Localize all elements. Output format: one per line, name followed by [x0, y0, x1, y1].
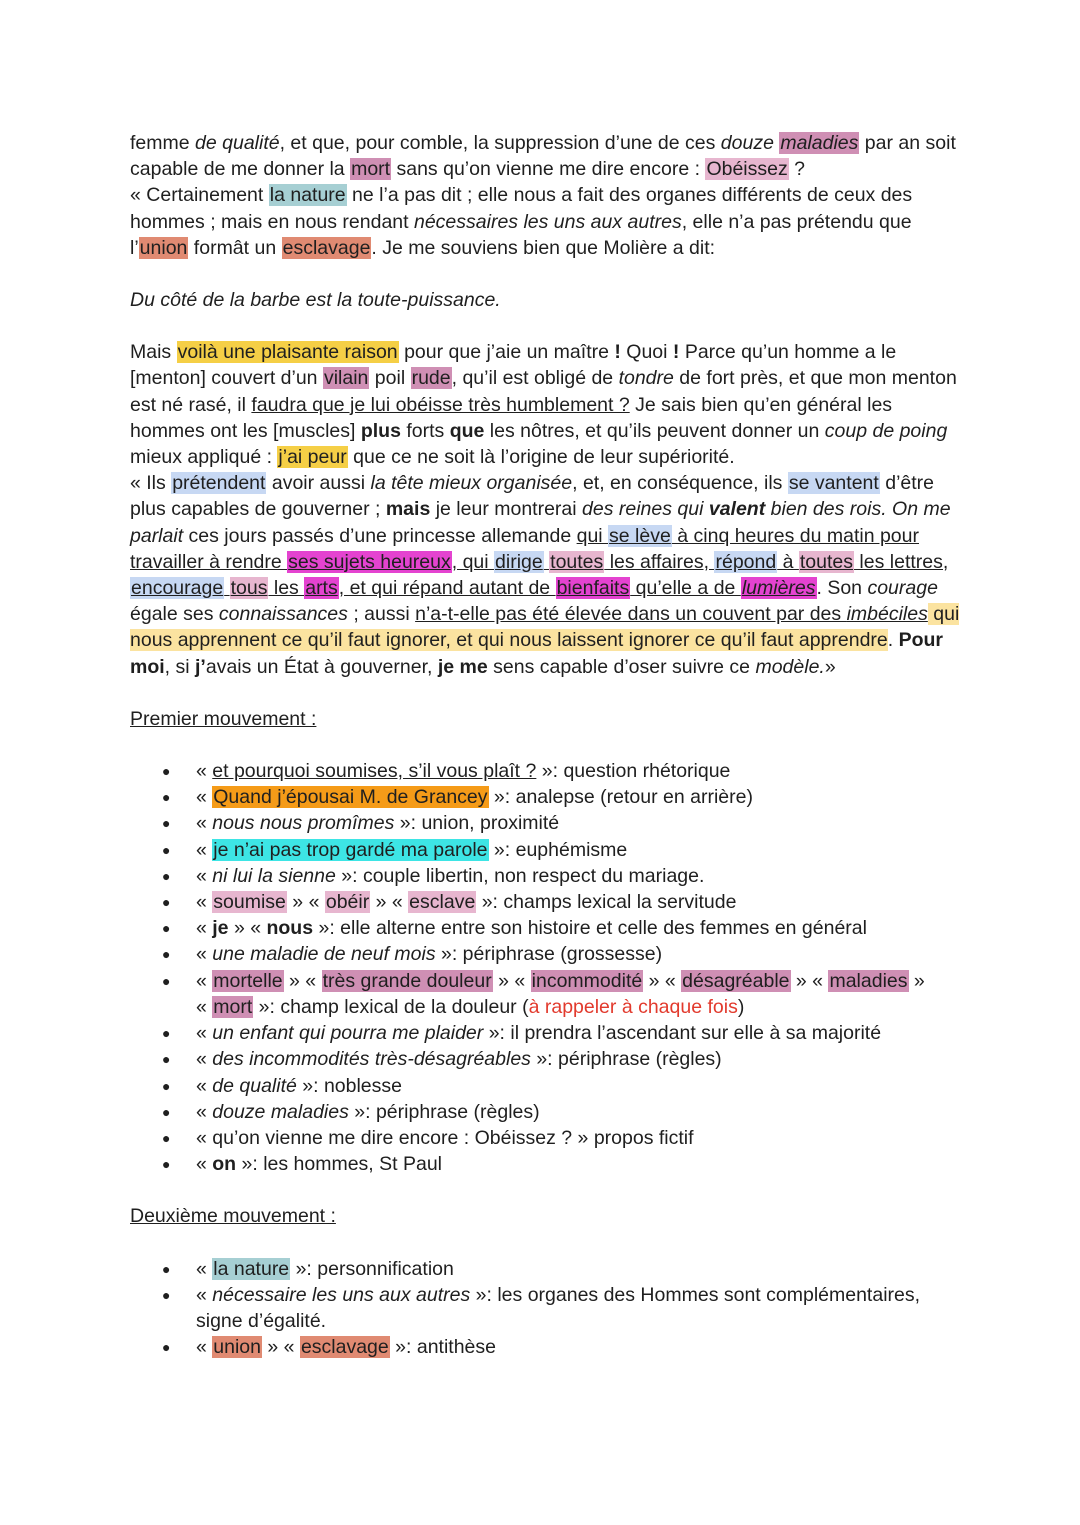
highlight: tous — [230, 577, 268, 600]
highlight: Obéissez — [706, 158, 788, 181]
highlight: se vantent — [788, 472, 879, 495]
text: à cinq heures du matin pour travailler à rendre — [130, 524, 919, 573]
text: Je sais bien qu’en général les hommes ont les [muscles] — [130, 393, 893, 442]
text: . Son — [816, 577, 868, 600]
text: . — [887, 629, 899, 652]
text: je me — [437, 655, 488, 678]
list-item: ● « un enfant qui pourra me plaider »: il prendra l’ascendant sur elle à sa majorité — [130, 1020, 970, 1046]
section-1-list — [130, 758, 970, 1177]
text: nécessaires les uns aux autres — [413, 210, 682, 233]
text: de fort près, et que mon menton est né rasé, il — [130, 367, 957, 416]
highlight: maladies — [780, 132, 859, 154]
text: ; aussi — [347, 603, 416, 626]
text: Parce qu’un homme a le [menton] couvert d’un — [130, 341, 897, 390]
text: forts — [400, 419, 450, 442]
text: avais un État à gouverner, — [205, 655, 438, 678]
text: , et, en conséquence, ils — [572, 472, 788, 495]
text: sans qu’on vienne me dire encore : — [391, 158, 706, 181]
list-item: ● « on »: les hommes, St Paul — [130, 1151, 970, 1177]
highlight: union — [139, 236, 188, 259]
text: à — [777, 550, 799, 573]
highlight: toutes — [799, 550, 854, 573]
list-item: ● « et pourquoi soumises, s’il vous plaît ? »: question rhétorique — [130, 758, 970, 784]
text: ne l’a pas dit ; elle nous a fait des organes différents de ceux des hommes ; mais en nous rendant — [130, 184, 913, 233]
text: courage — [867, 577, 938, 600]
list-item: ● « qu’on vienne me dire encore : Obéissez ? » propos fictif — [130, 1125, 970, 1151]
list-item: ● « soumise » « obéir » « esclave »: champs lexical la servitude — [130, 889, 970, 915]
text: des reines qui — [582, 498, 709, 521]
text: de qualité — [195, 132, 280, 154]
underline: imbéciles — [846, 603, 928, 626]
text: plus — [360, 419, 401, 442]
text: je leur montrerai — [430, 498, 583, 521]
text: qu’elle a de — [630, 577, 741, 600]
text: que ce ne soit là l’origine de leur supériorité. — [347, 446, 735, 469]
text: . Je me souviens bien que Molière a dit: — [371, 236, 716, 259]
text: d’être plus capables de gouverner ; — [130, 472, 935, 521]
text: ? — [788, 158, 805, 181]
text: , elle n’a pas prétendu que l’ — [130, 210, 912, 259]
text: coup de poing — [824, 419, 948, 442]
text: pour que j’aie un maître — [398, 341, 615, 364]
text: , et que, pour comble, la suppression d’une de ces — [279, 132, 721, 154]
quote — [130, 287, 970, 313]
paragraph-1 — [130, 130, 970, 261]
section-2-list — [130, 1256, 970, 1361]
quote-text: Du côté de la barbe est la toute-puissance. — [130, 289, 501, 312]
text: sens capable d’oser suivre ce — [487, 655, 756, 678]
highlight: qui nous apprennent ce qu’il faut ignorer, et qui nous laissent ignorer ce qu’il faut apprendre — [130, 603, 960, 652]
text: avoir aussi — [266, 472, 371, 495]
paragraph-2 — [130, 339, 970, 680]
text: Quoi — [620, 341, 673, 364]
text: mais — [385, 498, 431, 521]
text: tondre — [618, 367, 674, 390]
highlight: esclavage — [282, 236, 371, 259]
highlight: toutes — [550, 550, 604, 573]
underline: n’a-t-elle pas été élevée dans un couvent par des — [415, 603, 847, 626]
text: ces jours passés d’une princesse allemande — [183, 524, 577, 547]
text: , qui — [451, 550, 495, 573]
text: connaissances — [218, 603, 348, 626]
section-2-title: Deuxième mouvement : — [130, 1205, 336, 1228]
list-item: ● « des incommodités très-désagréables »: périphrase (règles) — [130, 1046, 970, 1072]
highlight: lumières — [741, 577, 816, 600]
text: formât un — [188, 236, 282, 259]
text: Pour moi — [130, 629, 944, 678]
list-item: ● « une maladie de neuf mois »: périphrase (grossesse) — [130, 941, 970, 967]
text: j’ — [195, 655, 206, 678]
text: la tête mieux organisée — [370, 472, 573, 495]
list-item: ● « la nature »: personnification — [130, 1256, 970, 1282]
text: les lettres, — [854, 550, 949, 573]
text: par an soit capable de me donner la — [130, 132, 956, 181]
section-1-title: Premier mouvement : — [130, 707, 317, 730]
list-item: ● « douze maladies »: périphrase (règles) — [130, 1099, 970, 1125]
text: Mais — [130, 341, 177, 364]
highlight: j’ai peur — [278, 446, 347, 469]
highlight: vilain — [323, 367, 369, 390]
text: ! — [672, 341, 680, 364]
highlight: mort — [351, 158, 391, 181]
text: « Ils — [130, 472, 172, 495]
highlight: se lève — [609, 524, 671, 547]
text: qui — [576, 524, 609, 547]
underline: faudra que je lui obéisse très humblement ? — [251, 393, 630, 416]
text: les — [268, 577, 305, 600]
highlight: répond — [715, 550, 777, 573]
text: modèle. — [755, 655, 825, 678]
highlight: rude — [411, 367, 451, 390]
highlight: ses sujets heureux — [288, 550, 451, 573]
list-item: ● « nous nous promîmes »: union, proximité — [130, 810, 970, 836]
text: ! — [614, 341, 621, 364]
list-item: ● « union » « esclavage »: antithèse — [130, 1334, 970, 1360]
list-item: ● « je n’ai pas trop gardé ma parole »: euphémisme — [130, 837, 970, 863]
text: les affaires, — [604, 550, 715, 573]
highlight: la nature — [269, 184, 346, 207]
text: , qu’il est obligé de — [451, 367, 619, 390]
highlight: bienfaits — [556, 577, 630, 600]
text: valent — [708, 498, 766, 521]
text: poil — [369, 367, 411, 390]
text: femme — [130, 132, 196, 154]
text — [224, 577, 229, 599]
text: , si — [164, 655, 196, 678]
text: , et qui répand autant de — [338, 577, 556, 600]
list-item: ● « Quand j’épousai M. de Grancey »: analepse (retour en arrière) — [130, 784, 970, 810]
text: » — [824, 655, 836, 678]
list-item: ● « mortelle » « très grande douleur » « incommodité » « désagréable » « maladies » « mort »: champ lexical de la douleur (à rappeler à chaque fois) — [130, 968, 970, 1020]
list-item: ● « nécessaire les uns aux autres »: les organes des Hommes sont complémentaires, signe d’égalité. — [130, 1282, 970, 1334]
text: les nôtres, et qu’ils peuvent donner un — [484, 419, 825, 442]
text: bien des rois. On me parlait — [130, 498, 951, 547]
text: que — [449, 419, 485, 442]
text: « Certainement — [130, 184, 269, 207]
highlight: arts — [305, 577, 338, 600]
list-item: ● « de qualité »: noblesse — [130, 1073, 970, 1099]
highlight: dirige — [495, 550, 543, 573]
text: mieux appliqué : — [130, 446, 278, 469]
highlight: prétendent — [172, 472, 266, 495]
list-item: ● « je » « nous »: elle alterne entre son histoire et celle des femmes en général — [130, 915, 970, 941]
highlight: voilà une plaisante raison — [177, 341, 398, 364]
text: douze — [720, 132, 774, 154]
list-item: ● « ni lui la sienne »: couple libertin, non respect du mariage. — [130, 863, 970, 889]
document-page — [130, 130, 970, 1360]
text: égale ses — [130, 603, 219, 626]
highlight: encourage — [131, 577, 224, 600]
